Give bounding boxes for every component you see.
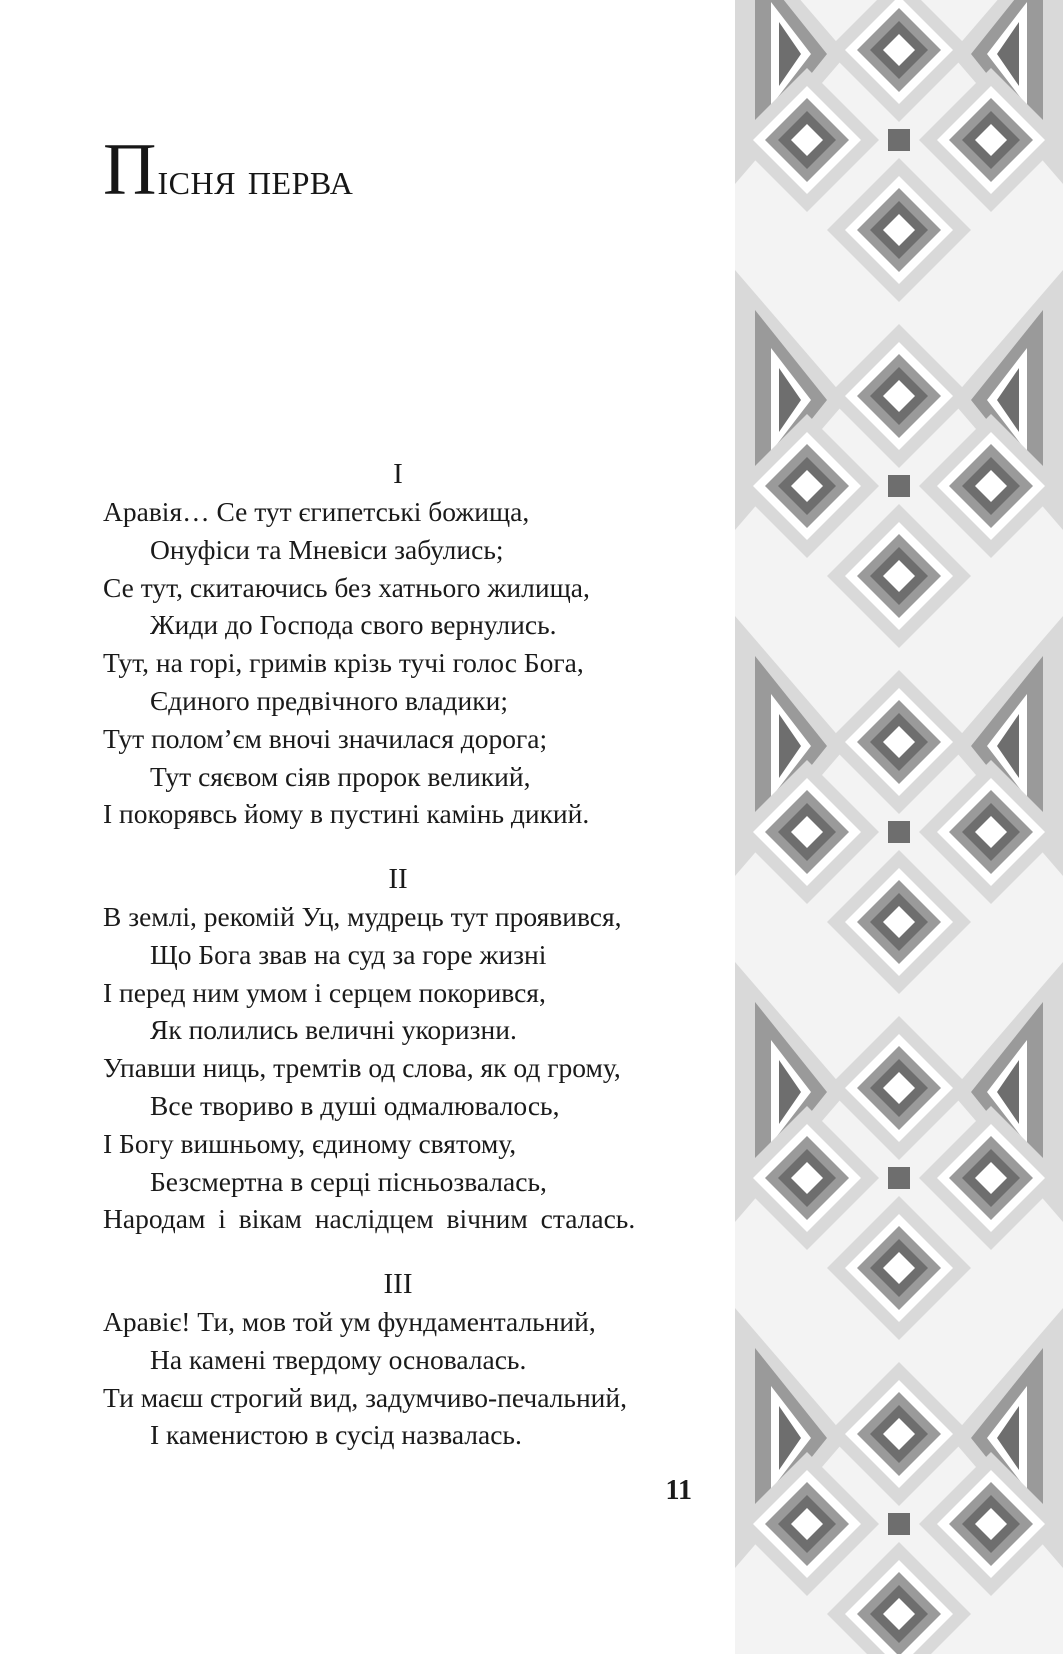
verse-line: І перед ним умом і серцем покорився, [103,976,546,1008]
verse-line: Безсмертна в серці пісньозвалась, [150,1165,547,1197]
geometric-diamond-pattern-icon [735,0,1063,1654]
page-title [103,128,353,213]
stanza-numeral: I [393,458,403,490]
verse-line: Тут полом’єм вночі значилася дорога; [103,722,548,754]
stanza-numeral: II [388,863,408,895]
title-initial: П [103,129,158,211]
verse-line: Ти маєш строгий вид, задумчиво-печальний, [103,1381,627,1413]
square-dot [888,821,910,843]
verse-line: Онуфіси та Мневіси забулись; [150,533,504,565]
verse-line: Все твориво в душі одмалювалось, [150,1089,560,1121]
verse-line: Се тут, скитаючись без хатнього жилища, [103,571,590,603]
verse-line: Жиди до Господа свого вернулись. [150,609,557,641]
verse-line: В землі, рекомій Уц, мудрець тут проявився, [103,901,622,932]
verse-line: Упавши ниць, тремтів од слова, як од грому, [103,1052,621,1084]
verse-line: Як полились величні укоризни. [150,1014,517,1046]
verse-line: Тут сяєвом сіяв пророк великий, [150,760,531,792]
square-dot [888,475,910,497]
verse-line: Що Бога звав на суд за горе жизні [150,938,547,970]
square-dot [888,1167,910,1189]
verse-line: Аравія… Се тут єгипетські божища, [103,496,530,527]
verse-line: На камені твердому основалась. [150,1343,527,1375]
square-dot [888,1513,910,1535]
verse-line: І покорявсь йому в пустині камінь дикий. [103,798,590,830]
page-number: 11 [665,1475,692,1506]
stanza-numeral: III [383,1268,413,1300]
verse-line: Тут, на горі, гримів крізь тучі голос Бога, [103,647,584,679]
square-dot [888,129,910,151]
verse-line: Єдиного предвічного владики; [150,684,508,716]
verse-line: Аравіє! Ти, мов той ум фундаментальний, [103,1306,596,1337]
ornament-shapes [735,0,1063,1654]
verse-line: І Богу вишньому, єдиному святому, [103,1127,517,1159]
verse-line: Народам і вікам наслідцем вічним сталась. [103,1203,636,1235]
title-rest: існя перва [157,153,354,204]
stanza-1 [103,455,693,833]
stanza-2 [103,860,693,1238]
stanza-3 [103,1265,693,1454]
verse-line: І каменистою в сусід назвалась. [150,1419,522,1451]
